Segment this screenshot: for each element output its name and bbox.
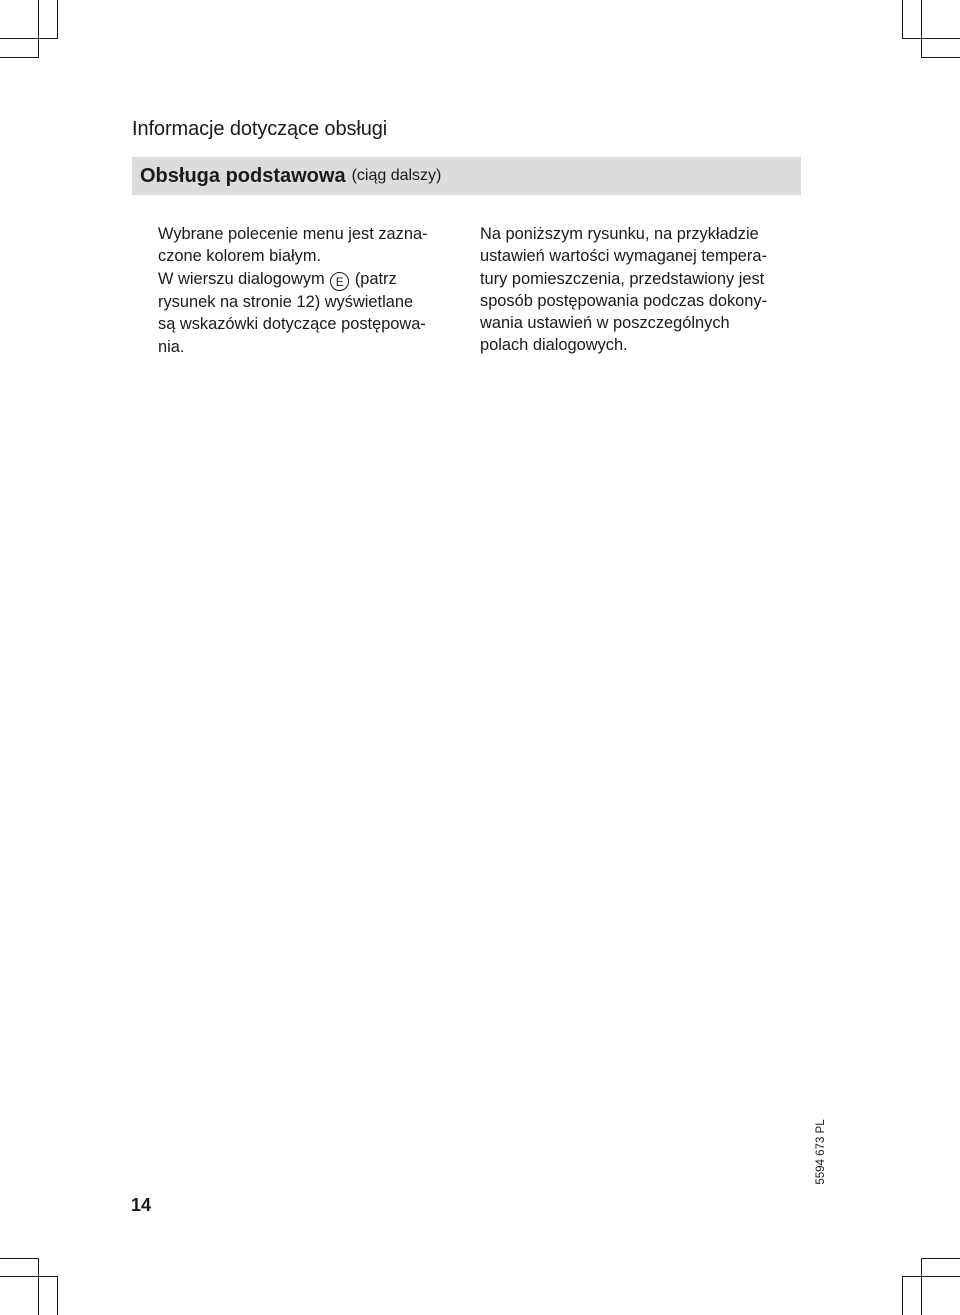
crop-mark: [902, 1276, 960, 1277]
crop-mark: [921, 1258, 922, 1315]
crop-mark: [0, 1276, 57, 1277]
section-title: Obsługa podstawowa: [140, 164, 346, 187]
text-line: ustawień wartości wymaganej tempera-: [480, 247, 767, 266]
section-bar: [132, 157, 801, 195]
section-subtitle: (ciąg dalszy): [351, 167, 442, 184]
crop-mark: [57, 0, 58, 39]
text-line: sposób postępowania podczas dokony-: [480, 291, 768, 310]
crop-mark: [38, 1258, 39, 1315]
text-line: czone kolorem białym.: [158, 247, 322, 266]
text-line-with-marker: [158, 268, 458, 292]
crop-mark: [921, 57, 960, 58]
text-line: nia.: [158, 337, 185, 356]
right-column: [480, 223, 810, 357]
left-column: [158, 223, 458, 358]
text-line: są wskazówki dotyczące postępowa-: [158, 315, 426, 334]
crop-mark: [921, 1258, 960, 1259]
page-header: Informacje dotyczące obsługi: [132, 118, 388, 140]
crop-mark: [0, 57, 39, 58]
crop-mark: [902, 0, 903, 39]
text-line: rysunek na stronie 12) wyświetlane: [158, 293, 414, 312]
crop-mark: [0, 1258, 39, 1259]
crop-mark: [921, 0, 922, 57]
text-segment: (patrz: [354, 269, 397, 288]
text-line: tury pomieszczenia, przedstawiony jest: [480, 269, 765, 288]
page-number: 14: [131, 1195, 152, 1215]
text-line: Na poniższym rysunku, na przykładzie: [480, 225, 759, 243]
crop-mark: [0, 38, 57, 39]
crop-mark: [902, 1276, 903, 1315]
text-segment: W wierszu dialogowym: [158, 269, 325, 288]
document-code: 5594 673 PL: [815, 1119, 827, 1185]
text-line: Wybrane polecenie menu jest zazna-: [158, 225, 428, 243]
text-line: wania ustawień w poszczególnych: [480, 314, 730, 333]
crop-mark: [902, 38, 960, 39]
text-line: polach dialogowych.: [480, 336, 628, 355]
crop-mark: [57, 1276, 58, 1315]
crop-mark: [38, 0, 39, 57]
circled-e-marker: E: [330, 272, 349, 291]
